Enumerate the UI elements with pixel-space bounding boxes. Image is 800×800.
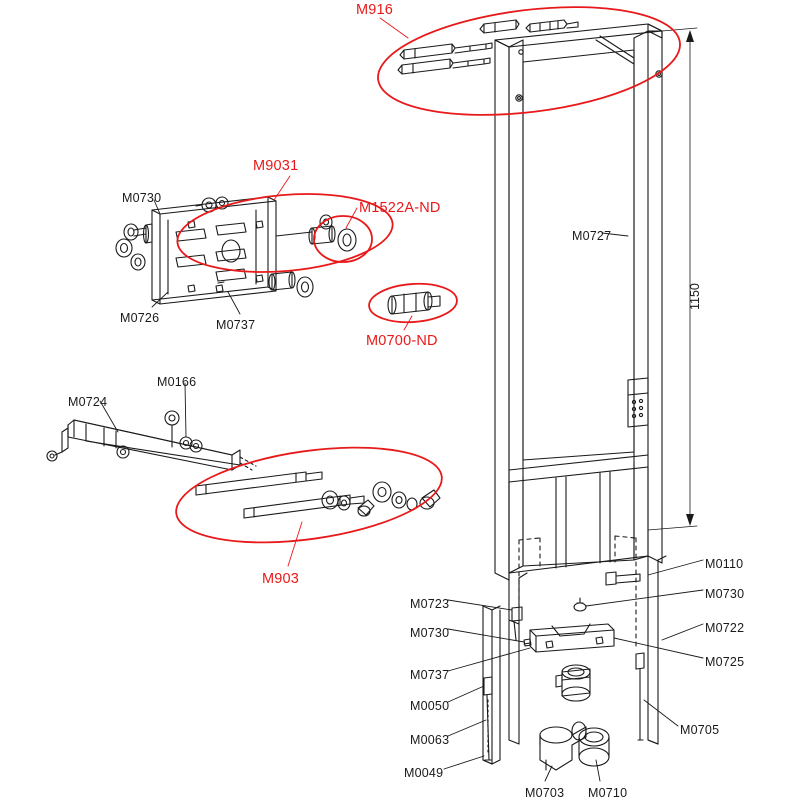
callout-M0049: M0049 [404, 766, 444, 780]
callout-M0726: M0726 [120, 311, 160, 325]
callout-M916: M916 [356, 2, 394, 18]
top-anchor-bolts-M916 [398, 20, 578, 74]
callout-M0730-bottom: M0730 [410, 626, 450, 640]
callout-M0710: M0710 [588, 786, 628, 800]
callout-M0050: M0050 [410, 699, 450, 713]
callout-M0110: M0110 [705, 557, 744, 571]
callout-M0730-right: M0730 [705, 587, 745, 601]
main-frame-M0727 [483, 24, 666, 764]
callout-M903: M903 [262, 571, 300, 587]
callout-M0737-bottom: M0737 [410, 668, 450, 682]
callout-M0703: M0703 [525, 786, 565, 800]
callout-M0722: M0722 [705, 621, 745, 635]
callout-M1522A-ND: M1522A-ND [359, 200, 441, 216]
callout-M0737-plate: M0737 [216, 318, 256, 332]
callout-M0727: M0727 [572, 229, 612, 243]
callout-M0700-ND: M0700-ND [366, 333, 438, 349]
bottom-parts-group [484, 536, 644, 770]
callout-M0730-plate-top: M0730 [122, 191, 162, 205]
callout-M0723: M0723 [410, 597, 450, 611]
callout-M9031: M9031 [253, 158, 299, 174]
highlight-ellipses [170, 0, 686, 557]
rail-assembly-M0724 [47, 411, 256, 470]
dimension-label-1150: 1150 [688, 283, 702, 310]
long-rods-M903 [196, 472, 440, 518]
bracket-plate-assembly-M9031 [116, 197, 356, 304]
callout-M0705: M0705 [680, 723, 720, 737]
sleeve-M0700 [388, 292, 440, 314]
callout-M0063: M0063 [410, 733, 450, 747]
dimension-1150 [648, 28, 697, 530]
callout-M0724: M0724 [68, 395, 108, 409]
callout-M0725: M0725 [705, 655, 745, 669]
callout-M0166: M0166 [157, 375, 197, 389]
leader-lines [100, 18, 703, 781]
